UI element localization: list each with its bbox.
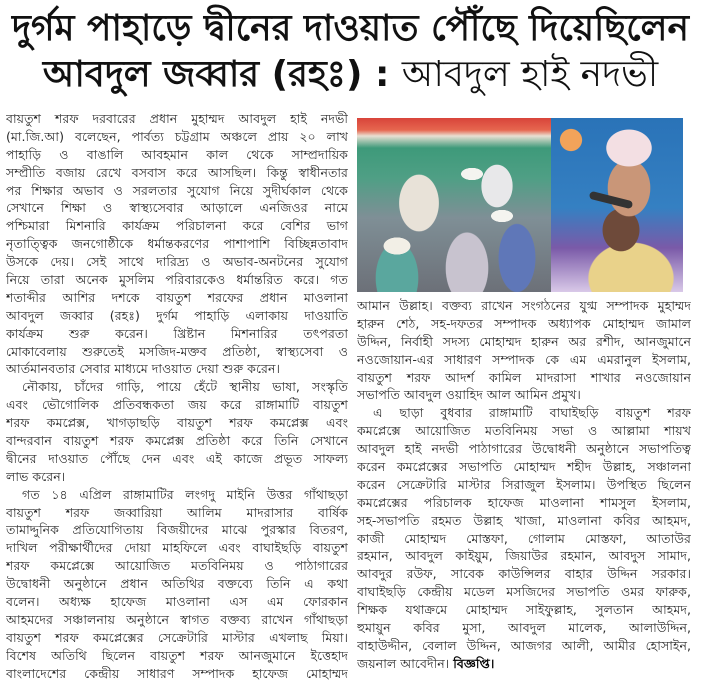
line-text: কমপ্লেক্সে আয়োজিত মতবিনিময় সভা ও আল্লামা শায়খ bbox=[357, 423, 691, 439]
line-text: এ ছাড়া বুধবার রাঙ্গামাটি বাঘাইছড়ি বায়তুশ শরফ bbox=[373, 405, 691, 421]
line-text: আবদুল জব্বার (রহঃ) দুর্গম পাহাড়ি এলাকায় দাওয়াতি bbox=[6, 307, 348, 323]
line-text: সেখানে শিক্ষা ও স্বাস্থ্যসেবার আড়ালে এনজিওর নামে bbox=[6, 200, 348, 216]
line-text: শতাব্দীর আশির দশকে বায়তুশ শরফের প্রধান মাওলানা bbox=[6, 289, 348, 305]
line-text: সভাপতি আবদুল ওয়াহিদ আল আমিন প্রমুখ। bbox=[357, 387, 581, 403]
paragraph-line bbox=[6, 253, 348, 271]
line-text: বায়তুশ শরফ কমপ্লেক্সের সেক্রেটারি মাস্টার এখলাছ মিয়া। bbox=[6, 629, 348, 645]
line-text: নৃতাত্ত্বিক জনগোষ্ঠীকে ধর্মান্তকরণের পাশাপাশি বিচ্ছিন্নতাবাদ bbox=[6, 236, 348, 252]
line-text: করেন সেক্রেটারি মাস্টার সিরাজুল ইসলাম। উপস্থিত ছিলেন bbox=[357, 476, 691, 492]
article-photo bbox=[357, 118, 683, 292]
paragraph-line bbox=[6, 110, 348, 128]
line-text: দ্বীনের দাওয়াত পৌঁছে দেন এবং এই কাজে প্রভূত সাফল্য bbox=[6, 450, 348, 466]
line-text: লাভ করেন। bbox=[6, 468, 66, 484]
headline-title-part: আবদুল জব্বার (রহঃ) : bbox=[42, 54, 402, 95]
line-text: শিক্ষক যথাক্রমে মোহাম্মদ সাইফুল্লাহ, সুলতান আহমদ, bbox=[357, 602, 691, 618]
paragraph-line bbox=[357, 351, 691, 369]
paragraph-line bbox=[6, 504, 348, 522]
paragraph-line bbox=[6, 611, 348, 629]
headline-author: আবদুল হাই নদভী bbox=[401, 54, 659, 95]
article-paragraph bbox=[6, 110, 348, 378]
line-text: বায়তুশ শরফ আদর্শ কামিল মাদরাসা শাখার নওজোয়ান bbox=[357, 369, 691, 385]
paragraph-line bbox=[6, 539, 348, 557]
paragraph-line bbox=[357, 369, 691, 387]
paragraph-line bbox=[357, 404, 691, 422]
paragraph-line bbox=[357, 583, 691, 601]
paragraph-line bbox=[357, 547, 691, 565]
paragraph-line bbox=[357, 422, 691, 440]
paragraph-line bbox=[6, 271, 348, 289]
line-text: আর্তমানবতার সেবার মাধ্যমে দাওয়াত দেয়া শুরু করেন। bbox=[6, 361, 280, 377]
line-text: মোকাবেলায় শুরুতেই মসজিদ-মক্তব প্রতিষ্ঠা, স্বাস্থ্যসেবা ও bbox=[6, 343, 348, 359]
paragraph-line bbox=[357, 476, 691, 494]
line-text: বায়তুশ শরফ দরবারের প্রধান মুহাম্মদ আবদুল হাই নদভী bbox=[6, 111, 348, 126]
paragraph-line bbox=[6, 199, 348, 217]
line-text: সহ-সভাপতি রহমত উল্লাহ খাজা, মাওলানা কবির আহমদ, bbox=[357, 512, 691, 528]
paragraph-line bbox=[6, 575, 348, 593]
paragraph-line bbox=[6, 307, 348, 325]
paragraph-line bbox=[357, 386, 691, 404]
line-text: নিয়ে তারা অনেক মুসলিম পরিবারকেও ধর্মান্তরিত করে। গত bbox=[6, 272, 348, 288]
line-text: শরফ কমপ্লেক্সে আয়োজিত মতবিনিময় ও পাঠাগারের bbox=[6, 558, 348, 574]
line-text: দাখিল পরীক্ষার্থীদের দোয়া মাহফিলে এবং বাঘাইছড়ি বায়তুশ bbox=[6, 540, 348, 556]
line-text: পশ্চিমারা মিশনারি কার্যক্রম পরিচালনা করে বেশির ভাগ bbox=[6, 218, 348, 234]
article-paragraph bbox=[6, 378, 348, 485]
paragraph-line bbox=[6, 217, 348, 235]
paragraph-line bbox=[357, 655, 691, 673]
paragraph-line bbox=[6, 414, 348, 432]
line-text: বিশেষ অতিথি ছিলেন বায়তুশ শরফ আনজুমানে ইত্তেহাদ bbox=[6, 647, 348, 663]
line-text: বাহাউদ্দীন, বেলাল উদ্দিন, আজগর আলী, আমীর হোসাইন, bbox=[357, 637, 691, 653]
headline-line-1: দুর্গম পাহাড়ে দ্বীনের দাওয়াত পৌঁছে দিয়েছিলেন bbox=[12, 8, 689, 49]
line-text: হুমায়ুন কবির মুসা, আবদুল মালেক, আলাউদ্দিন, bbox=[357, 620, 691, 636]
line-text: সম্প্রীতি বজায় রেখে বসবাস করে আসছিল। কিন্তু স্বাধীনতার bbox=[6, 164, 348, 180]
paragraph-line bbox=[357, 565, 691, 583]
paragraph-line bbox=[357, 494, 691, 512]
line-text: আবদুল হাই নদভী পাঠাগারের উদ্বোধনী অনুষ্ঠানে সভাপতিত্ব bbox=[357, 441, 691, 457]
paragraph-line bbox=[6, 378, 348, 396]
paragraph-line bbox=[357, 530, 691, 548]
line-text: গত ১৪ এপ্রিল রাঙ্গামাটির লংগদু মাইনি উত্তর গাঁথাছড়া bbox=[22, 486, 348, 502]
line-text: নৌকায়, চাঁদের গাড়ি, পায়ে হেঁটে স্থানীয় ভাষা, সংস্কৃতি bbox=[22, 379, 348, 395]
line-text: বায়তুশ শরফ জব্বারিয়া আলিম মাদরাসার বার্ষিক bbox=[6, 504, 348, 520]
paragraph-line bbox=[6, 521, 348, 539]
article-left-column bbox=[6, 110, 348, 683]
paragraph-line bbox=[357, 333, 691, 351]
line-text: উসকে দেয়। সেই সাথে দারিদ্র্য ও অভাব-অনটনের সুযোগ bbox=[6, 254, 348, 270]
line-text: নওজোয়ান-এর সাধারণ সম্পাদক কে এম এমরানুল ইসলাম, bbox=[357, 351, 691, 367]
paragraph-line bbox=[6, 396, 348, 414]
paragraph-line bbox=[357, 440, 691, 458]
line-text: এবং ভৌগোলিক প্রতিবন্ধকতা জয় করে রাঙ্গামাটি বায়তুশ bbox=[6, 397, 348, 413]
paragraph-line bbox=[357, 297, 691, 315]
line-text: রহমান, আবদুল কাইয়ুম, জিয়াউর রহমান, আবদুস সামাদ, bbox=[357, 548, 691, 564]
paragraph-line bbox=[6, 235, 348, 253]
paragraph-line bbox=[6, 647, 348, 665]
paragraph-line bbox=[6, 360, 348, 378]
paragraph-line bbox=[6, 146, 348, 164]
line-text: (মা.জি.আ) বলেছেন, পার্বত্য চট্টগ্রাম অঞ্চলে প্রায় ২০ লাখ bbox=[6, 128, 348, 144]
paragraph-line bbox=[6, 557, 348, 575]
article-paragraph bbox=[357, 297, 691, 404]
line-text: হারুন শেঠ, সহ-দফতর সম্পাদক অধ্যাপক মোহাম্মদ জামাল bbox=[357, 315, 691, 331]
paragraph-line bbox=[6, 432, 348, 450]
paragraph-line bbox=[6, 486, 348, 504]
article-right-column bbox=[357, 297, 691, 673]
paragraph-line bbox=[357, 458, 691, 476]
article-paragraph bbox=[6, 486, 348, 683]
line-text: পর শিক্ষার অভাব ও সরলতার সুযোগ নিয়ে সুদীর্ঘকাল থেকে bbox=[6, 182, 348, 198]
paragraph-line bbox=[357, 512, 691, 530]
line-text: উদ্বোধনী অনুষ্ঠানে প্রধান অতিথির বক্তব্যে তিনি এ কথা bbox=[6, 576, 348, 592]
paragraph-line bbox=[357, 637, 691, 655]
paragraph-line bbox=[357, 315, 691, 333]
paragraph-line bbox=[6, 343, 348, 361]
paragraph-line bbox=[6, 128, 348, 146]
line-text: কমপ্লেক্সের পরিচালক হাফেজ মাওলানা শামসুল ইসলাম, bbox=[357, 494, 691, 510]
line-text: বলেন। অধ্যক্ষ হাফেজ মাওলানা এস এম ফোরকান bbox=[6, 594, 348, 610]
audience-photo bbox=[357, 118, 551, 292]
paragraph-line bbox=[6, 325, 348, 343]
press-release-credit: বিজ্ঞপ্তি। bbox=[453, 655, 495, 671]
paragraph-line bbox=[6, 450, 348, 468]
line-text: কাজী মোহাম্মদ মোস্তফা, গোলাম মোস্তফা, আতাউর bbox=[357, 530, 691, 546]
line-text: তামাদ্দুনিক প্রতিযোগিতায় বিজয়ীদের মাঝে পুরস্কার বিতরণ, bbox=[6, 522, 348, 538]
paragraph-line bbox=[6, 665, 348, 683]
line-text: বান্দরবান বায়তুশ শরফ কমপ্লেক্স প্রতিষ্ঠা করে তিনি সেখানে bbox=[6, 433, 348, 449]
paragraph-line bbox=[6, 164, 348, 182]
paragraph-line bbox=[6, 629, 348, 647]
headline-line-2 bbox=[0, 52, 701, 98]
line-text: জয়নাল আবেদীন। bbox=[357, 655, 454, 671]
line-text: আমান উল্লাহ। বক্তব্য রাখেন সংগঠনের যুগ্ম সম্পাদক মুহাম্মদ bbox=[357, 298, 691, 313]
line-text: বাঘাইছড়ি কেন্দ্রীয় মডেল মসজিদের সভাপতি ওমর ফারুক, bbox=[357, 584, 691, 600]
line-text: কার্যক্রম শুরু করেন। খ্রিষ্টান মিশনারির তৎপরতা bbox=[6, 325, 348, 341]
paragraph-line bbox=[6, 182, 348, 200]
paragraph-line bbox=[6, 468, 348, 486]
paragraph-line bbox=[357, 619, 691, 637]
line-text: আহমদের সঞ্চালনায় অনুষ্ঠানে স্বাগত বক্তব্য রাখেন গাঁথাছড়া bbox=[6, 611, 348, 627]
line-text: আবদুর রউফ, সাবেক কাউন্সিলর বাহার উদ্দিন সরকার। bbox=[357, 566, 691, 582]
line-text: বাংলাদেশের কেন্দ্রীয় সাধারণ সম্পাদক হাফেজ মোহাম্মদ bbox=[6, 665, 348, 681]
line-text: করেন কমপ্লেক্সের সভাপতি মোহাম্মদ শহীদ উল্লাহ, সঞ্চালনা bbox=[357, 459, 691, 475]
paragraph-line bbox=[6, 289, 348, 307]
line-text: পাহাড়ি ও বাঙালি আবহমান কাল থেকে সাম্প্রদায়িক bbox=[6, 146, 348, 162]
paragraph-line bbox=[6, 593, 348, 611]
line-text: উদ্দিন, নির্বাহী সদস্য মোহাম্মদ হারুন অর রশীদ, আনজুমানে bbox=[357, 333, 691, 349]
paragraph-line bbox=[357, 601, 691, 619]
article-paragraph bbox=[357, 404, 691, 672]
line-text: শরফ কমপ্লেক্স, খাগড়াছড়ি বায়তুশ শরফ কমপ্লেক্স এবং bbox=[6, 415, 348, 431]
